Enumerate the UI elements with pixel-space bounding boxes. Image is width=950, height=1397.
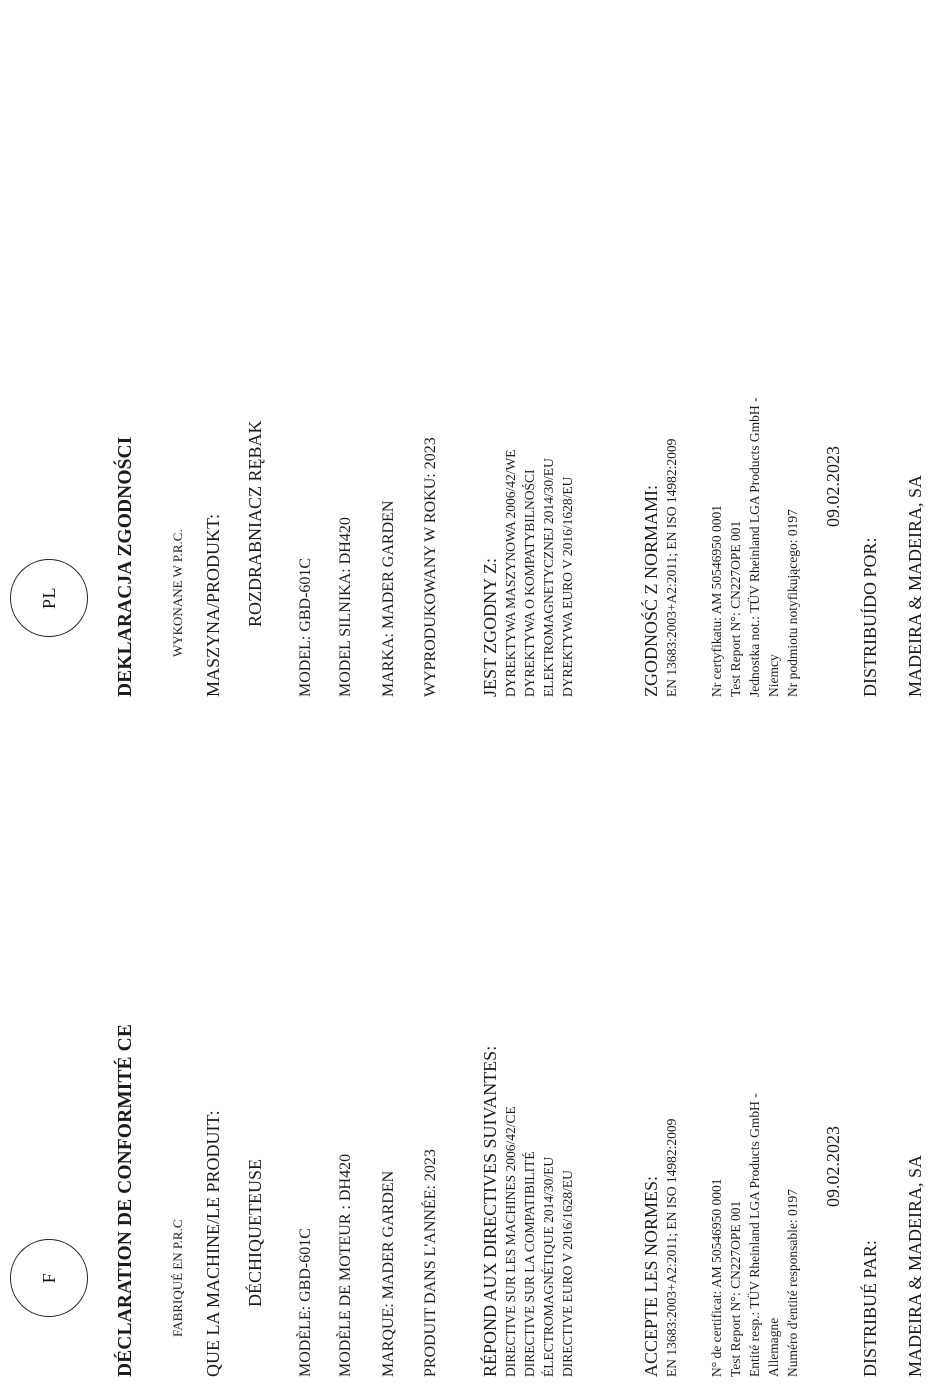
engine-model-text: MODÈLE DE MOTEUR : DH420	[337, 1153, 354, 1377]
directives-heading: JEST ZGODNY Z:	[480, 558, 500, 697]
norms-heading: ACCEPTE LES NORMES:	[641, 1175, 661, 1377]
certificate-line: Niemcy	[766, 654, 781, 697]
certificate-line: Test Report N°: CN227OPE 001	[728, 1200, 743, 1377]
certificate-line: Numéro d'entité responsable: 0197	[785, 1188, 800, 1377]
norms-section	[641, 439, 681, 697]
declaration-column-pl	[0, 57, 950, 697]
model-text: MODÈLE: GBD-601C	[297, 1228, 314, 1377]
directive-line: DIRECTIVE EURO V 2016/1628/EU	[560, 1170, 575, 1377]
certificate-section	[707, 398, 802, 698]
declaration-date: 09.02.2023	[823, 1126, 843, 1207]
distributed-by-label: DISTRIBUÉ PAR:	[860, 1240, 880, 1377]
directive-line: ELEKTROMAGNETYCZNEJ 2014/30/EU	[541, 458, 556, 697]
norms-text: EN 13683:2003+A2:2011; EN ISO 14982:2009	[664, 438, 679, 697]
directives-section	[480, 450, 577, 698]
model-text: MODEL: GBD-601C	[297, 557, 314, 697]
directive-line: DIRECTIVE SUR LES MACHINES 2006/42/CE	[503, 1106, 518, 1377]
declaration-title: DEKLARACJA ZGODNOŚCI	[115, 436, 136, 697]
made-in-text: WYKONANE W P.R.C.	[170, 529, 185, 657]
certificate-line: Test Report N°: CN227OPE 001	[728, 520, 743, 697]
product-name: DÉCHIQUETEUSE	[245, 1159, 265, 1307]
directive-line: DYREKTYWA O KOMPATYBILNOŚCI	[522, 469, 537, 697]
directive-line: ÉLECTROMAGNÉTIQUE 2014/30/EU	[541, 1156, 556, 1377]
norms-section	[641, 1119, 681, 1377]
certificate-line: Nr certyfikatu: AM 50546950 0001	[709, 505, 724, 697]
directive-line: DIRECTIVE SUR LA COMPATIBILITÉ	[522, 1151, 537, 1377]
distributed-by-label: DISTRIBUÍDO POR:	[860, 537, 880, 697]
distributor-name: MADEIRA & MADEIRA, SA	[905, 1154, 925, 1377]
machine-label: MASZYNA/PRODUKT:	[203, 513, 223, 697]
certificate-section	[707, 1093, 802, 1377]
language-badge: PL	[10, 559, 88, 637]
product-name: ROZDRABNIACZ RĘBAK	[245, 420, 265, 627]
made-in-text: FABRIQUÉ EN P.R.C	[170, 1219, 185, 1337]
declaration-date: 09.02.2023	[823, 446, 843, 527]
language-badge: F	[10, 1239, 88, 1317]
brand-text: MARQUE: MADER GARDEN	[380, 1170, 397, 1377]
production-year-text: WYPRODUKOWANY W ROKU: 2023	[422, 437, 439, 697]
directives-section	[480, 1046, 577, 1377]
distributor-name: MADEIRA & MADEIRA, SA	[905, 474, 925, 697]
declaration-title: DÉCLARATION DE CONFORMITÉ CE	[115, 1024, 136, 1377]
directive-line: DYREKTYWA EURO V 2016/1628/EU	[560, 476, 575, 697]
production-year-text: PRODUIT DANS L'ANNÉE: 2023	[422, 1149, 439, 1377]
certificate-line: Nr podmiotu notyfikującego: 0197	[785, 509, 800, 697]
norms-heading: ZGODNOŚĆ Z NORMAMI:	[641, 484, 661, 697]
directive-line: DYREKTYWA MASZYNOWA 2006/42/WE	[503, 449, 518, 697]
certificate-line: Allemagne	[766, 1317, 781, 1377]
directives-heading: RÉPOND AUX DIRECTIVES SUIVANTES:	[480, 1045, 500, 1377]
declaration-column-fr	[0, 737, 950, 1377]
machine-label: QUE LA MACHINE/LE PRODUIT:	[203, 1110, 223, 1377]
engine-model-text: MODEL SILNIKA: DH420	[337, 517, 354, 697]
certificate-line: N° de certificat: AM 50546950 0001	[709, 1178, 724, 1377]
norms-text: EN 13683:2003+A2:2011; EN ISO 14982:2009	[664, 1118, 679, 1377]
certificate-line: Jednostka not.: TÜV Rheinland LGA Products GmbH -	[747, 397, 762, 697]
brand-text: MARKA: MADER GARDEN	[380, 500, 397, 697]
certificate-line: Entité resp.: TÜV Rheinland LGA Products GmbH -	[747, 1093, 762, 1377]
